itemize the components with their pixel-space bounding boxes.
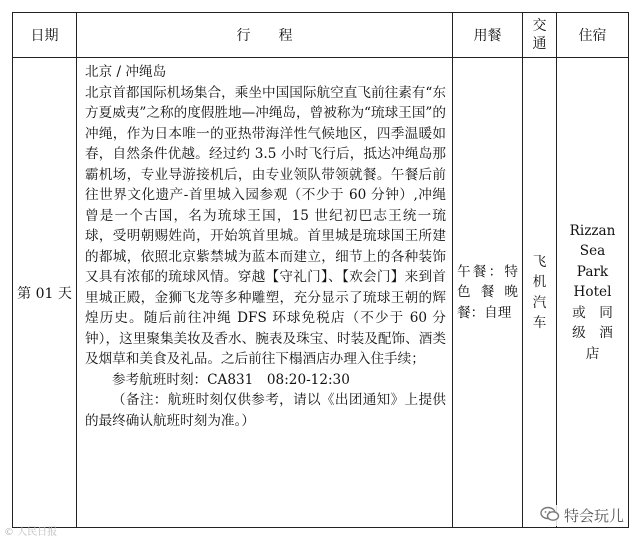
itinerary-title: 北京 / 冲绳岛 [85,64,167,80]
header-itinerary: 行 程 [77,13,453,58]
hotel-line: 或 同 [572,304,613,321]
flight-reference: 参考航班时刻：CA831 08:20-12:30 [112,371,350,388]
hotel-line: Sea [579,243,606,260]
transport-char: 车 [532,315,547,331]
hotel-line: Hotel [573,284,612,301]
transport-cell [523,58,557,528]
hotel-line: Rizzan [569,222,616,239]
day-cell: 第 01 天 [13,58,77,528]
transport-char: 机 [532,274,547,290]
header-transport-line2: 通 [532,36,547,52]
hotel-cell [557,58,629,528]
watermark-right-text: 特会玩儿 [563,507,624,525]
watermark-left: © 人民日报 [4,527,58,538]
wechat-icon [540,506,560,526]
meals-cell: 午餐：特色餐晚餐：自理 [453,58,523,528]
header-transport-line1: 交 [532,18,547,34]
header-row [13,13,629,58]
header-meals: 用餐 [453,13,523,58]
itinerary-table [12,12,629,528]
header-day: 日期 [13,13,77,58]
hotel-line: 店 [585,345,600,362]
transport-char: 汽 [532,294,547,311]
table-row [13,58,629,528]
header-hotel: 住宿 [557,13,629,58]
transport-char: 飞 [532,253,547,270]
hotel-line: Park [576,263,609,280]
watermark-right [538,505,626,526]
header-transport [523,13,557,58]
hotel-line: 级 酒 [572,325,613,342]
itinerary-text: 北京首都国际机场集合，乘坐中国国际航空直飞前往素有“东方夏威夷”之称的度假胜地—冲绳岛，曾被称为“琉球王国”的冲绳，作为日本唯一的亚热带海洋性气候地区，四季温暖如春，自然条件优越。经过约 3.5 小时飞行后，抵达冲绳岛那霸机场，专业导游接机后，由专业领队带领就餐。午餐后前往世界文化遗产-首里城入园参观（不少于 60 分钟）,冲绳曾是一个古国，名为琉球王国，15 世纪初巴志王统一琉球，受明朝赐姓尚，开始筑首里城。首里城是琉球国王所建的都城，依照北京紫禁城为蓝本而建立，细节上的各种装饰又具有浓郁的琉球风情。穿越【守礼门】、【欢会门】来到首里城正殿，金狮飞龙等多种雕塑，充分显示了琉球王朝的辉煌历史。随后前往冲绳 DFS 环球免税店（不少于 60 分钟），这里聚集美妆及香水、腕表及珠宝、时装及配饰、酒类及烟草和美食及礼品。之后前往下榻酒店办理入住手续； [85,84,446,367]
itinerary-cell [77,58,453,528]
itinerary-note: （备注：航班时刻仅供参考，请以《出团通知》上提供的最终确认航班时刻为准。） [85,392,446,429]
